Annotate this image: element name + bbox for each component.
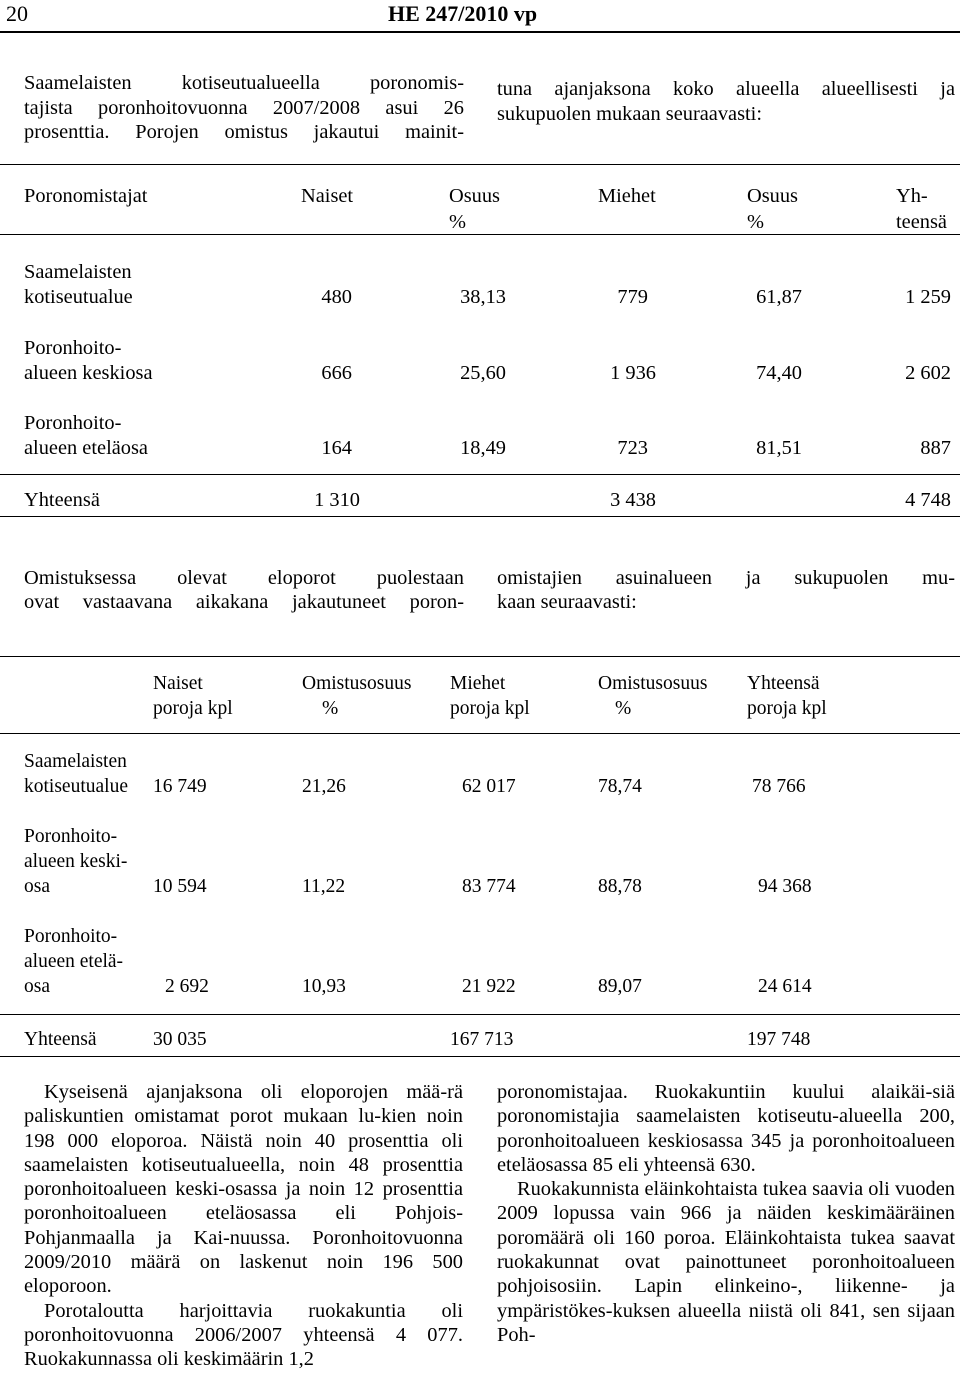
- table2-top-rule: [0, 656, 960, 657]
- table2-cell-women: 2 692: [165, 976, 209, 997]
- table1-header-total-cont: teensä: [896, 211, 947, 233]
- body-paragraph: Kyseisenä ajanjaksona oli eloporojen mää-rä paliskuntien omistamat porot mukaan lu-kien noin 198 000 eloporoa. Näistä noin 40 prosenttia oli saamelaisten kotiseutualueella, noin 48 prosenttia poronhoitoalueen keski-osassa ja noin 12 prosenttia poronhoitoalueen eteläosassa eli Pohjois-Pohjanmaalla ja Kai-nuussa. Poronhoitovuonna 2009/2010 määrä on laskenut noin 196 500 eloporoon.: [24, 1081, 463, 1298]
- middle-right-line: omistajien asuinalueen ja sukupuolen mu-: [497, 567, 955, 589]
- table1-cell-women: 480: [321, 286, 352, 308]
- table2-cell-men: 21 922: [462, 976, 516, 997]
- table2-cell-men: 62 017: [462, 776, 516, 797]
- table1-cell-men: 779: [617, 286, 648, 308]
- table2-row-label: Saamelaisten: [24, 751, 127, 772]
- table1-cell-total: 887: [920, 437, 951, 459]
- table1-cell-women: 666: [321, 362, 352, 384]
- table2-cell-share-women: 21,26: [302, 776, 346, 797]
- table2-header-women-unit: poroja kpl: [153, 698, 233, 719]
- table1-header-share-women-unit: %: [449, 211, 466, 233]
- table1-total-women: 1 310: [314, 489, 360, 511]
- table1-header-owners: Poronomistajat: [24, 185, 148, 207]
- table1-cell-share-men: 81,51: [756, 437, 802, 459]
- body-right-column: [497, 1080, 955, 1347]
- table2-total-label: Yhteensä: [24, 1029, 97, 1050]
- table2-total-all: 197 748: [747, 1029, 811, 1050]
- middle-left-line: Omistuksessa olevat eloporot puolestaan: [24, 567, 464, 589]
- table2-cell-share-men: 89,07: [598, 976, 642, 997]
- table2-row-label: Poronhoito-: [24, 826, 118, 847]
- table2-row-label: osa: [24, 876, 50, 897]
- table1-header-men: Miehet: [598, 185, 656, 207]
- table2-cell-women: 10 594: [153, 876, 207, 897]
- table2-header-share-men: Omistusosuus: [598, 673, 708, 694]
- body-left-column: [24, 1080, 463, 1372]
- table2-cell-men: 83 774: [462, 876, 516, 897]
- table2-row-label: osa: [24, 976, 50, 997]
- table1-header-share-women: Osuus: [449, 185, 500, 207]
- table1-row-label: alueen eteläosa: [24, 437, 148, 459]
- middle-left-line: ovat vastaavana aikakana jakautuneet poron-: [24, 591, 464, 614]
- table2-cell-total: 94 368: [758, 876, 812, 897]
- body-paragraph: Porotaloutta harjoittavia ruokakuntia oli poronhoitovuonna 2006/2007 yhteensä 4 077. Ruokakunnassa oli keskimäärin 1,2: [24, 1299, 463, 1371]
- table1-header-share-men: Osuus: [747, 185, 798, 207]
- table1-total-men: 3 438: [610, 489, 656, 511]
- body-paragraph: Ruokakunnista eläinkohtaista tukea saavia oli vuoden 2009 lopussa vain 966 ja näiden keskimääräinen poromäärä oli 160 poroa. Eläinkohtaista tukea saavat ruokakunnat ovat painottuneet poronhoitoalueen pohjoisosiin. Lapin elinkeino-, liikenne- ja ympäristökes-kuksen alueella niistä oli 841, sen sijaan Poh-: [497, 1178, 955, 1346]
- table2-row-label: kotiseutualue: [24, 776, 128, 797]
- table1-cell-share-men: 74,40: [756, 362, 802, 384]
- table1-row-label: Saamelaisten: [24, 261, 132, 283]
- body-paragraph: poronomistajaa. Ruokakuntiin kuului alaikäi-siä poronomistajia saamelaisten kotiseutu-alueella 200, poronhoitoalueen keskiosassa 345 ja poronhoitoalueen eteläosassa 85 eli yhteensä 630.: [497, 1081, 955, 1176]
- table2-header-total-unit: poroja kpl: [747, 698, 827, 719]
- table1-cell-share-women: 18,49: [460, 437, 506, 459]
- page-number: 20: [6, 1, 28, 26]
- table1-header-share-men-unit: %: [747, 211, 764, 233]
- table2-cell-share-women: 11,22: [302, 876, 346, 897]
- table1-cell-men: 1 936: [610, 362, 656, 384]
- middle-right-line: kaan seuraavasti:: [497, 591, 637, 614]
- table1-header-women: Naiset: [301, 185, 354, 207]
- table2-header-share-women-unit: %: [322, 698, 339, 719]
- table1-cell-share-women: 38,13: [460, 286, 506, 308]
- table1-row-label: Poronhoito-: [24, 337, 122, 359]
- table2-cell-total: 24 614: [758, 976, 812, 997]
- table2-header-total: Yhteensä: [747, 673, 820, 694]
- table2-row-label: alueen keski-: [24, 851, 128, 872]
- table2-total-men: 167 713: [450, 1029, 514, 1050]
- table1-cell-total: 1 259: [905, 286, 951, 308]
- intro-right-line: tuna ajanjaksona koko alueella alueellisesti ja: [497, 78, 955, 100]
- table1-row-label: alueen keskiosa: [24, 362, 153, 384]
- document-id: HE 247/2010 vp: [388, 1, 538, 26]
- table2-total-women: 30 035: [153, 1029, 207, 1050]
- table1-cell-men: 723: [617, 437, 648, 459]
- table2-cell-women: 16 749: [153, 776, 207, 797]
- intro-left-line: tajista poronhoitovuonna 2007/2008 asui 26: [24, 96, 464, 119]
- table2-row-label: alueen etelä-: [24, 951, 124, 972]
- table1-row-label: kotiseutualue: [24, 286, 133, 308]
- table1-cell-total: 2 602: [905, 362, 951, 384]
- table1-total-all: 4 748: [905, 489, 951, 511]
- table2-header-men-unit: poroja kpl: [450, 698, 530, 719]
- table1-cell-share-men: 61,87: [756, 286, 802, 308]
- table2-cell-share-women: 10,93: [302, 976, 346, 997]
- table2-cell-total: 78 766: [752, 776, 806, 797]
- table2-row-label: Poronhoito-: [24, 926, 118, 947]
- table1-total-label: Yhteensä: [24, 489, 100, 511]
- table2-total-rule: [0, 1014, 960, 1015]
- table2-header-rule: [0, 733, 960, 734]
- table2-header-share-women: Omistusosuus: [302, 673, 412, 694]
- table2-header-men: Miehet: [450, 673, 506, 694]
- intro-left-line: prosenttia. Porojen omistus jakautui mainit-: [24, 121, 464, 143]
- table1-row-label: Poronhoito-: [24, 412, 122, 434]
- table2-cell-share-men: 78,74: [598, 776, 642, 797]
- table1-cell-share-women: 25,60: [460, 362, 506, 384]
- table2-bottom-rule: [0, 1056, 960, 1057]
- intro-right-line: sukupuolen mukaan seuraavasti:: [497, 102, 763, 125]
- table1-cell-women: 164: [321, 437, 352, 459]
- table2-cell-share-men: 88,78: [598, 876, 642, 897]
- table1-header-total: Yh-: [896, 185, 928, 207]
- table2-header-women: Naiset: [153, 673, 203, 694]
- intro-left-line: Saamelaisten kotiseutualueella poronomis-: [24, 72, 464, 94]
- table2-header-share-men-unit: %: [615, 698, 632, 719]
